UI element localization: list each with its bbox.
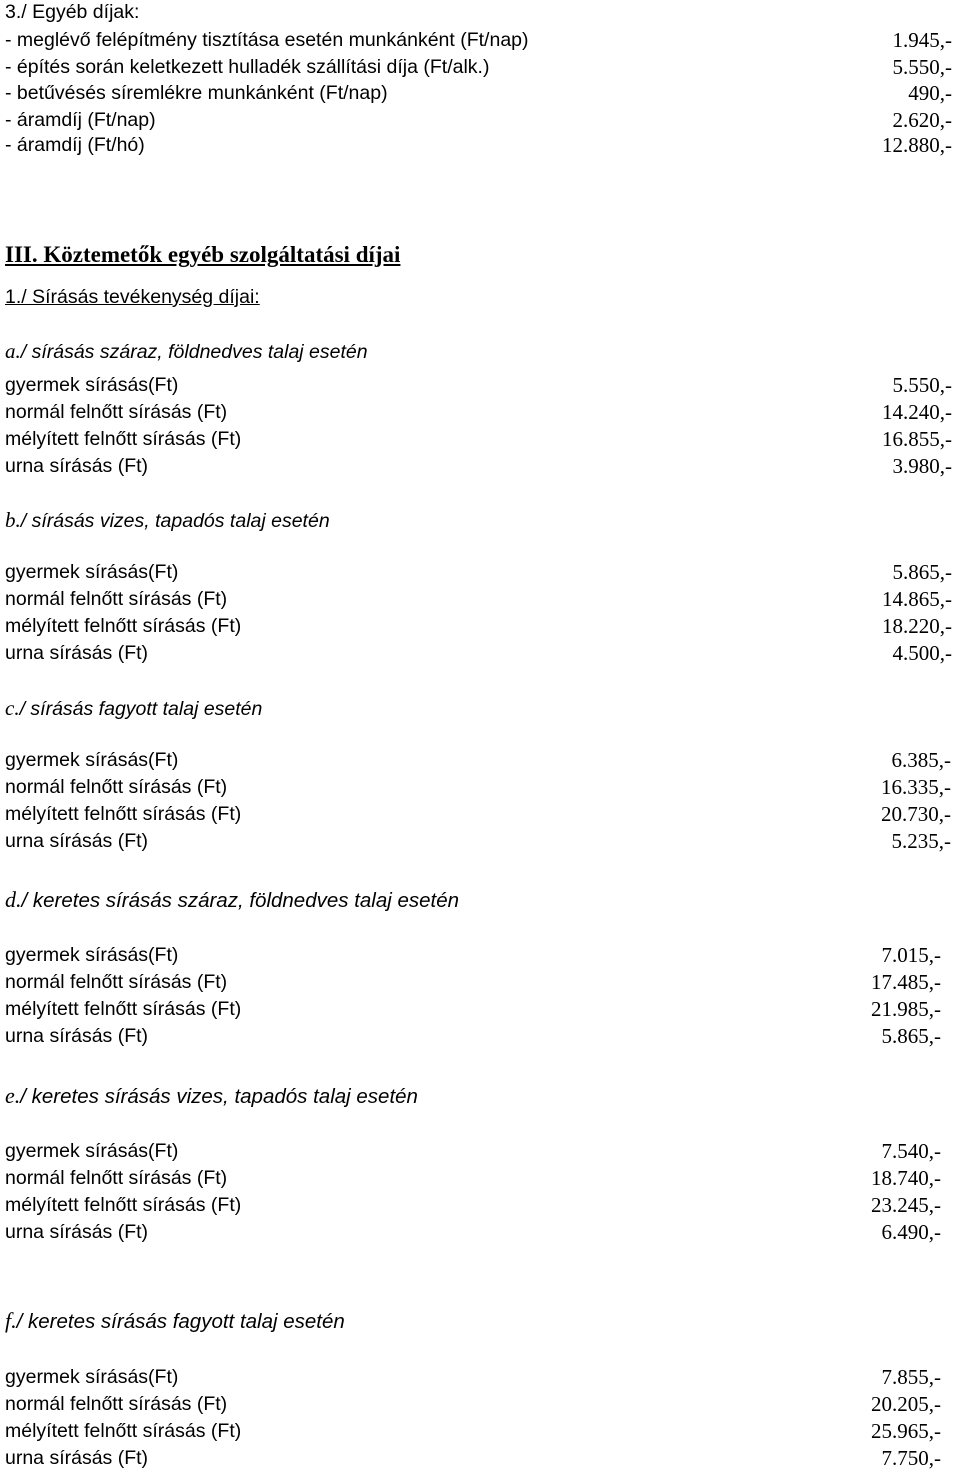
price-row-value: 18.740,- — [871, 1166, 941, 1190]
price-row-label: gyermek sírásás(Ft) — [5, 1366, 179, 1388]
price-row-label: gyermek sírásás(Ft) — [5, 374, 179, 396]
section-iii-title: III. Köztemetők egyéb szolgáltatási díjai — [5, 242, 401, 267]
group-e-heading — [5, 1085, 418, 1108]
fee-item-label: - áramdíj (Ft/nap) — [5, 109, 156, 131]
price-row-label: gyermek sírásás(Ft) — [5, 561, 179, 583]
group-title: / keretes sírásás száraz, földnedves talaj esetén — [21, 889, 460, 912]
price-row-label: gyermek sírásás(Ft) — [5, 1140, 179, 1162]
group-prefix: e. — [5, 1083, 21, 1108]
price-row-label: normál felnőtt sírásás (Ft) — [5, 588, 228, 610]
fee-item-value: 1.945,- — [892, 28, 952, 52]
price-row-value: 16.335,- — [881, 775, 951, 799]
price-row-value: 20.205,- — [871, 1392, 941, 1416]
group-title: / sírásás fagyott talaj esetén — [19, 698, 263, 720]
price-row-value: 7.540,- — [881, 1139, 941, 1163]
price-row-value: 16.855,- — [882, 427, 952, 451]
price-row-label: urna sírásás (Ft) — [5, 1447, 149, 1469]
price-row-label: mélyített felnőtt sírásás (Ft) — [5, 803, 242, 825]
price-row-label: mélyített felnőtt sírásás (Ft) — [5, 1194, 242, 1216]
price-row-value: 18.220,- — [882, 614, 952, 638]
price-row-value: 5.865,- — [892, 560, 952, 584]
fee-item-label: - áramdíj (Ft/hó) — [5, 134, 145, 156]
price-row-label: urna sírásás (Ft) — [5, 1025, 149, 1047]
price-row-label: mélyített felnőtt sírásás (Ft) — [5, 998, 242, 1020]
price-row-label: urna sírásás (Ft) — [5, 830, 149, 852]
price-row-value: 5.235,- — [891, 829, 951, 853]
group-title: / sírásás száraz, földnedves talaj esetén — [20, 341, 368, 363]
group-prefix: c. — [5, 696, 20, 720]
price-row-value: 23.245,- — [871, 1193, 941, 1217]
fee-item-label: - építés során keletkezett hulladék szállítási díja (Ft/alk.) — [5, 56, 490, 78]
price-row-value: 25.965,- — [871, 1419, 941, 1443]
price-row-label: normál felnőtt sírásás (Ft) — [5, 1167, 228, 1189]
fee-item-label: - betűvésés síremlékre munkánként (Ft/nap) — [5, 82, 388, 104]
fee-item-label: - meglévő felépítmény tisztítása esetén munkánként (Ft/nap) — [5, 29, 529, 51]
fee-item-value: 490,- — [908, 81, 952, 105]
price-row-label: mélyített felnőtt sírásás (Ft) — [5, 428, 242, 450]
price-row-value: 6.490,- — [881, 1220, 941, 1244]
group-prefix: d. — [5, 887, 22, 912]
price-row-value: 14.240,- — [882, 400, 952, 424]
group-prefix: f. — [5, 1308, 17, 1333]
price-row-label: mélyített felnőtt sírásás (Ft) — [5, 615, 242, 637]
fee-item-value: 2.620,- — [892, 108, 952, 132]
group-c-heading — [5, 698, 262, 720]
price-row-label: normál felnőtt sírásás (Ft) — [5, 401, 228, 423]
price-row-label: urna sírásás (Ft) — [5, 642, 149, 664]
digging-fees-subtitle: 1./ Sírásás tevékenység díjai: — [5, 286, 260, 308]
price-row-value: 7.855,- — [881, 1365, 941, 1389]
price-row-value: 14.865,- — [882, 587, 952, 611]
price-row-value: 20.730,- — [881, 802, 951, 826]
price-row-value: 6.385,- — [891, 748, 951, 772]
price-row-label: mélyített felnőtt sírásás (Ft) — [5, 1420, 242, 1442]
price-row-value: 17.485,- — [871, 970, 941, 994]
price-row-value: 5.550,- — [892, 373, 952, 397]
price-row-value: 7.015,- — [881, 943, 941, 967]
price-row-label: urna sírásás (Ft) — [5, 455, 149, 477]
price-row-label: normál felnőtt sírásás (Ft) — [5, 776, 228, 798]
group-prefix: b. — [5, 508, 21, 532]
group-prefix: a. — [5, 339, 21, 363]
price-row-label: normál felnőtt sírásás (Ft) — [5, 971, 228, 993]
price-row-label: normál felnőtt sírásás (Ft) — [5, 1393, 228, 1415]
fee-item-value: 5.550,- — [892, 55, 952, 79]
price-row-value: 4.500,- — [892, 641, 952, 665]
group-d-heading — [5, 889, 459, 912]
group-a-heading — [5, 341, 368, 363]
price-row-label: gyermek sírásás(Ft) — [5, 749, 179, 771]
price-row-value: 3.980,- — [892, 454, 952, 478]
group-f-heading — [5, 1310, 345, 1333]
price-row-value: 21.985,- — [871, 997, 941, 1021]
price-row-label: gyermek sírásás(Ft) — [5, 944, 179, 966]
price-row-value: 5.865,- — [881, 1024, 941, 1048]
group-title: / keretes sírásás fagyott talaj esetén — [16, 1310, 345, 1333]
other-fees-heading: 3./ Egyéb díjak: — [5, 1, 140, 23]
group-title: / keretes sírásás vizes, tapadós talaj esetén — [20, 1085, 418, 1108]
group-b-heading — [5, 510, 330, 532]
fee-item-value: 12.880,- — [882, 133, 952, 157]
price-row-value: 7.750,- — [881, 1446, 941, 1470]
group-title: / sírásás vizes, tapadós talaj esetén — [20, 510, 330, 532]
price-row-label: urna sírásás (Ft) — [5, 1221, 149, 1243]
